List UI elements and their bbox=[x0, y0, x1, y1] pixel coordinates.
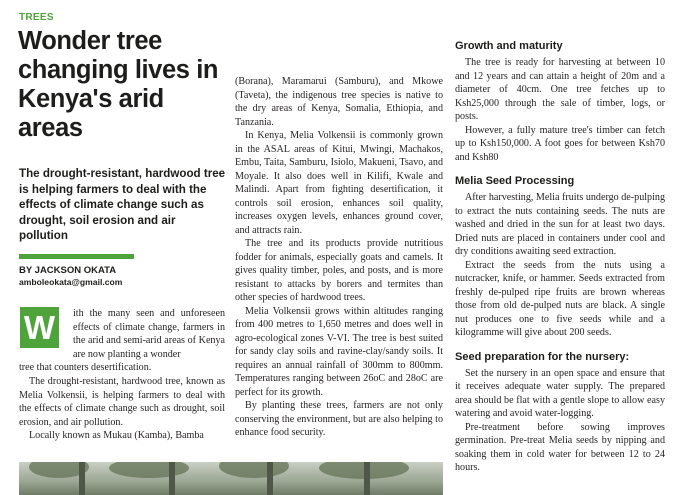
paragraph: Locally known as Mukau (Kamba), Bamba bbox=[29, 430, 204, 441]
paragraph: The tree and its products provide nutritious fodder for animals, especially goats and camels. It gives quality timber, poles, and posts, and is more resistant to attacks by borers and termites than other species of hardwood trees. bbox=[235, 238, 443, 303]
paragraph: Pre-treatment before sowing improves germination. Pre-treat Melia seeds by nipping and soaking them in cold water for between 12 to 24 hours. bbox=[455, 421, 665, 473]
drop-cap: W bbox=[20, 307, 59, 348]
section-seed-preparation bbox=[455, 350, 665, 475]
section-seed-processing bbox=[455, 174, 665, 340]
paragraph: After harvesting, Melia fruits undergo de-pulping to extract the nuts containing seeds. The nuts are washed and dried in the sun for at least two days. Dried nuts are placed in containers under cool and dry conditions awaiting seed extraction. bbox=[455, 192, 665, 257]
intro-text-tail bbox=[19, 361, 225, 375]
tree-trunk bbox=[169, 462, 175, 495]
section-growth bbox=[455, 39, 665, 164]
tree-trunk bbox=[79, 462, 85, 495]
tree-trunk bbox=[364, 462, 370, 495]
paragraph: The drought-resistant, hardwood tree, known as Melia Volkensii, is helping farmers to deal with the effects of climate change such as drought, soil erosion, and air pollution. bbox=[19, 376, 225, 428]
paragraph: Extract the seeds from the nuts using a nutcracker, knife, or hammer. Seeds extracted from freshly de-pulped ripe fruits are brown whereas those from old de-pulped nuts are black. A single nut produces one to five seeds while and a kilogramme will give about 200 seeds. bbox=[455, 259, 665, 338]
subheading: Seed preparation for the nursery: bbox=[455, 350, 630, 363]
green-rule bbox=[19, 254, 134, 259]
byline: BY JACKSON OKATA bbox=[19, 265, 117, 276]
paragraph: By planting these trees, farmers are not only conserving the environment, but are also helping to enhance food security. bbox=[235, 400, 443, 438]
column-2 bbox=[235, 75, 443, 440]
paragraph: The tree is ready for harvesting at between 10 and 12 years and can attain a height of 20m and a diameter of 40cm. One tree fetches up to Ksh25,000 through the sale of timber, logs, or posts. bbox=[455, 57, 665, 122]
headline: Wonder tree changing lives in Kenya's arid areas bbox=[18, 27, 219, 142]
intro-text bbox=[73, 307, 225, 361]
intro-paragraph: ith the many seen and unforeseen effects of climate change, farmers in the arid and semi-arid areas of Kenya are now planting a wonder bbox=[73, 308, 225, 360]
paragraph: Melia Volkensii grows within altitudes ranging from 400 metres to 1,650 metres and does well in agro-ecological zones V-VI. The tree is best suited for sandy clay soils and ravine-clay/sandy soils. It requires an annual rainfall of 300mm to 800mm. Temperatures ranging between 26oC and 28oC are perfect for its growth. bbox=[235, 305, 443, 398]
paragraph: However, a fully mature tree's timber can fetch up to Ksh150,000. A foot goes for between Ksh70 and Ksh80 bbox=[455, 124, 665, 163]
tree-photo bbox=[19, 462, 443, 495]
author-email: amboleokata@gmail.com bbox=[19, 277, 123, 287]
subheading: Growth and maturity bbox=[455, 40, 563, 52]
column-3 bbox=[455, 39, 665, 485]
foliage bbox=[219, 462, 289, 478]
column-1-body bbox=[19, 375, 225, 443]
subheading: Melia Seed Processing bbox=[455, 175, 575, 187]
paragraph: In Kenya, Melia Volkensii is commonly grown in the ASAL areas of Kitui, Mwingi, Machakos, Embu, Taita, Samburu, Isiolo, Makueni, Tsavo, and Moyale. It also does well in Kilifi, Kwale and Malindi. Apart from fighting desertification, it controls soil erosion, enhances soil quality, increases oxygen levels, enhances ground cover, and attracts rain. bbox=[235, 130, 443, 236]
paragraph: Set the nursery in an open space and ensure that it receives adequate water supply. The prepared area should be flat with a gentle slope to allow easy watering and avoid water-logging. bbox=[455, 367, 665, 419]
intro-paragraph-tail: tree that counters desertification. bbox=[19, 362, 152, 373]
standfirst: The drought-resistant, hardwood tree is helping farmers to deal with the effects of climate change such as drought, soil erosion and air pollution bbox=[19, 167, 226, 242]
tree-trunk bbox=[267, 462, 273, 495]
section-tag: TREES bbox=[19, 12, 54, 23]
paragraph: (Borana), Maramarui (Samburu), and Mkowe (Taveta), the indigenous tree species is native to the dry areas of Kenya, Somalia, Ethiopia, and Tanzania. bbox=[235, 76, 443, 128]
foliage bbox=[109, 462, 189, 478]
